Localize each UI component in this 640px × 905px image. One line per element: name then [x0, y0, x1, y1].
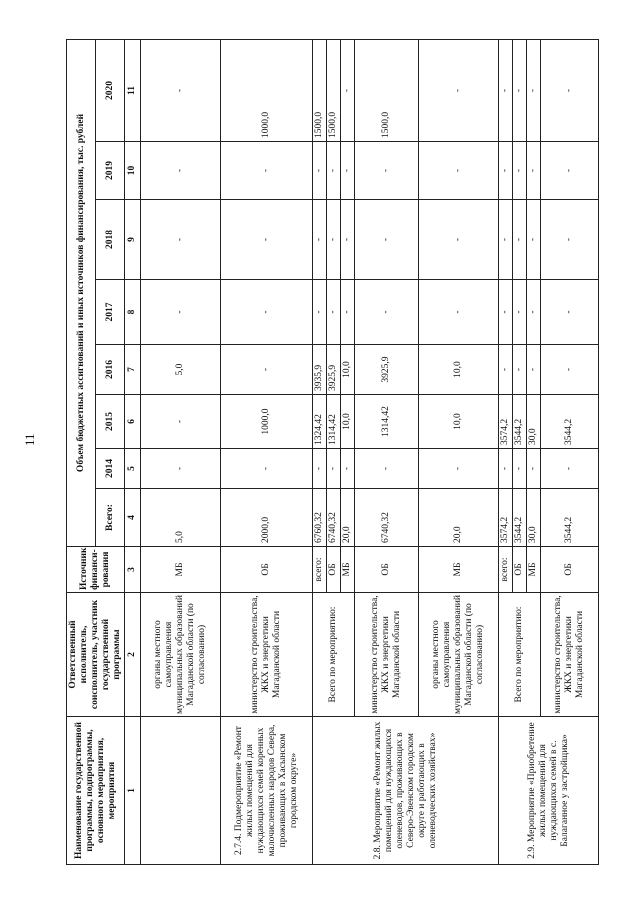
value-cell: -: [327, 449, 341, 489]
value-cell: -: [327, 142, 341, 200]
value-cell: -: [527, 345, 541, 395]
header-total: Всего:: [96, 489, 125, 547]
column-number: 5: [125, 449, 141, 489]
value-cell: 2000,0: [221, 489, 313, 547]
value-cell: 3925,9: [355, 345, 419, 395]
value-cell: -: [355, 280, 419, 345]
source-cell: ОБ: [327, 547, 341, 593]
value-cell: 20,0: [341, 489, 355, 547]
rotated-table-container: [66, 40, 611, 865]
activity-2-8-name: 2.8. Мероприятие «Ремонт жилых помещений для нуждающихся оленеводов, проживающих в Северо-Эвенском городском округе и работающих в оленеводческих хозяйствах»: [313, 717, 499, 865]
executor-cell: органы местного самоуправления муниципальных образований Магаданской области (по согласованию): [419, 593, 499, 717]
value-cell: -: [327, 280, 341, 345]
value-cell: 3574,2: [499, 489, 513, 547]
value-cell: 1314,42: [355, 395, 419, 449]
executor-cell: органы местного самоуправления муниципальных образований Магаданской области (по согласованию): [141, 593, 221, 717]
header-source: Источник финанси-рования: [67, 547, 125, 593]
activity-total-label: Всего по мероприятию:: [313, 593, 355, 717]
source-cell: МБ: [341, 547, 355, 593]
value-cell: -: [141, 449, 221, 489]
value-cell: 1000,0: [221, 395, 313, 449]
value-cell: -: [527, 280, 541, 345]
value-cell: -: [221, 200, 313, 280]
value-cell: -: [513, 200, 527, 280]
column-number: 8: [125, 280, 141, 345]
value-cell: -: [527, 200, 541, 280]
value-cell: -: [313, 280, 327, 345]
value-cell: 3544,2: [513, 395, 527, 449]
value-cell: 30,0: [527, 395, 541, 449]
value-cell: 10,0: [341, 395, 355, 449]
value-cell: 1324,42: [313, 395, 327, 449]
value-cell: -: [221, 142, 313, 200]
value-cell: -: [327, 200, 341, 280]
column-number: 1: [125, 717, 141, 865]
value-cell: -: [355, 142, 419, 200]
source-cell: ОБ: [541, 547, 599, 593]
value-cell: -: [341, 39, 355, 141]
financing-table: [66, 39, 599, 865]
source-cell: ОБ: [355, 547, 419, 593]
column-number: 7: [125, 345, 141, 395]
value-cell: -: [513, 39, 527, 141]
value-cell: -: [355, 449, 419, 489]
value-cell: 3935,9: [313, 345, 327, 395]
row-name-cell: [141, 717, 221, 865]
value-cell: -: [221, 449, 313, 489]
column-number: 2: [125, 593, 141, 717]
value-cell: -: [313, 142, 327, 200]
value-cell: -: [541, 200, 599, 280]
value-cell: -: [341, 449, 355, 489]
header-year-2014: 2014: [96, 449, 125, 489]
executor-cell: министерство строительства, ЖКХ и энергетики Магаданской области: [221, 593, 313, 717]
value-cell: -: [341, 200, 355, 280]
value-cell: 1500,0: [313, 39, 327, 141]
value-cell: 30,0: [527, 489, 541, 547]
value-cell: 1314,42: [327, 395, 341, 449]
value-cell: 20,0: [419, 489, 499, 547]
header-year-2017: 2017: [96, 280, 125, 345]
value-cell: 3544,2: [513, 489, 527, 547]
value-cell: -: [141, 39, 221, 141]
header-program-name: Наименование государственной программы, подпрограммы, основного мероприятия, мероприятия: [67, 717, 125, 865]
value-cell: -: [419, 449, 499, 489]
value-cell: 6740,32: [355, 489, 419, 547]
value-cell: -: [313, 200, 327, 280]
value-cell: -: [499, 280, 513, 345]
header-year-2015: 2015: [96, 395, 125, 449]
value-cell: -: [513, 345, 527, 395]
value-cell: 6740,32: [327, 489, 341, 547]
executor-cell: министерство строительства, ЖКХ и энергетики Магаданской области: [355, 593, 419, 717]
source-cell: МБ: [419, 547, 499, 593]
value-cell: -: [355, 200, 419, 280]
value-cell: -: [499, 200, 513, 280]
value-cell: -: [499, 39, 513, 141]
source-cell: МБ: [527, 547, 541, 593]
value-cell: 5,0: [141, 489, 221, 547]
source-cell: всего:: [499, 547, 513, 593]
header-financing-group: Объем бюджетных ассигнований и иных источников финансирования, тыс. рублей: [67, 39, 96, 546]
value-cell: -: [499, 345, 513, 395]
value-cell: -: [419, 200, 499, 280]
column-number: 6: [125, 395, 141, 449]
value-cell: -: [419, 280, 499, 345]
table-row: [141, 39, 221, 864]
value-cell: -: [541, 449, 599, 489]
value-cell: -: [527, 142, 541, 200]
column-number: 10: [125, 142, 141, 200]
value-cell: -: [499, 449, 513, 489]
activity-total-label: Всего по мероприятию:: [499, 593, 541, 717]
value-cell: 3574,2: [499, 395, 513, 449]
value-cell: -: [419, 39, 499, 141]
value-cell: -: [541, 39, 599, 141]
value-cell: -: [141, 142, 221, 200]
value-cell: 6760,32: [313, 489, 327, 547]
value-cell: 1000,0: [221, 39, 313, 141]
source-cell: всего:: [313, 547, 327, 593]
value-cell: -: [513, 142, 527, 200]
table-row: [499, 39, 513, 864]
table-row: [313, 39, 327, 864]
value-cell: -: [499, 142, 513, 200]
value-cell: -: [527, 39, 541, 141]
header-executor: Ответственный исполнитель, соисполнитель, участник государственной программы: [67, 593, 125, 717]
value-cell: -: [141, 280, 221, 345]
value-cell: 3544,2: [541, 489, 599, 547]
value-cell: -: [419, 142, 499, 200]
value-cell: 3544,2: [541, 395, 599, 449]
value-cell: -: [141, 200, 221, 280]
header-year-2016: 2016: [96, 345, 125, 395]
column-number-row: [125, 39, 141, 864]
value-cell: 10,0: [419, 345, 499, 395]
header-year-2019: 2019: [96, 142, 125, 200]
value-cell: -: [527, 449, 541, 489]
value-cell: 10,0: [341, 345, 355, 395]
column-number: 4: [125, 489, 141, 547]
column-number: 3: [125, 547, 141, 593]
value-cell: -: [541, 280, 599, 345]
executor-cell: министерство строительства, ЖКХ и энергетики Магаданской области: [541, 593, 599, 717]
value-cell: 3925,9: [327, 345, 341, 395]
table-row: [221, 39, 313, 864]
value-cell: -: [221, 280, 313, 345]
value-cell: -: [341, 280, 355, 345]
value-cell: -: [513, 449, 527, 489]
value-cell: -: [221, 345, 313, 395]
value-cell: 1500,0: [327, 39, 341, 141]
source-cell: МБ: [141, 547, 221, 593]
value-cell: 1500,0: [355, 39, 419, 141]
column-number: 11: [125, 39, 141, 141]
value-cell: -: [513, 280, 527, 345]
value-cell: -: [313, 449, 327, 489]
column-number: 9: [125, 200, 141, 280]
value-cell: -: [141, 395, 221, 449]
value-cell: -: [341, 142, 355, 200]
value-cell: 5,0: [141, 345, 221, 395]
source-cell: ОБ: [221, 547, 313, 593]
subactivity-2-7-4-name: 2.7.4. Подмероприятие «Ремонт жилых помещений для нуждающихся семей коренных малочисленных народов Севера, проживающих в Хасынском городском округе»: [221, 717, 313, 865]
value-cell: 10,0: [419, 395, 499, 449]
source-cell: ОБ: [513, 547, 527, 593]
header-year-2018: 2018: [96, 200, 125, 280]
activity-2-9-name: 2.9. Мероприятие «Приобретение жилых помещений для нуждающихся семей в с. Балаганное у застройщика»: [499, 717, 599, 865]
value-cell: -: [541, 345, 599, 395]
value-cell: -: [541, 142, 599, 200]
header-year-2020: 2020: [96, 39, 125, 141]
page-number: 11: [22, 433, 37, 446]
